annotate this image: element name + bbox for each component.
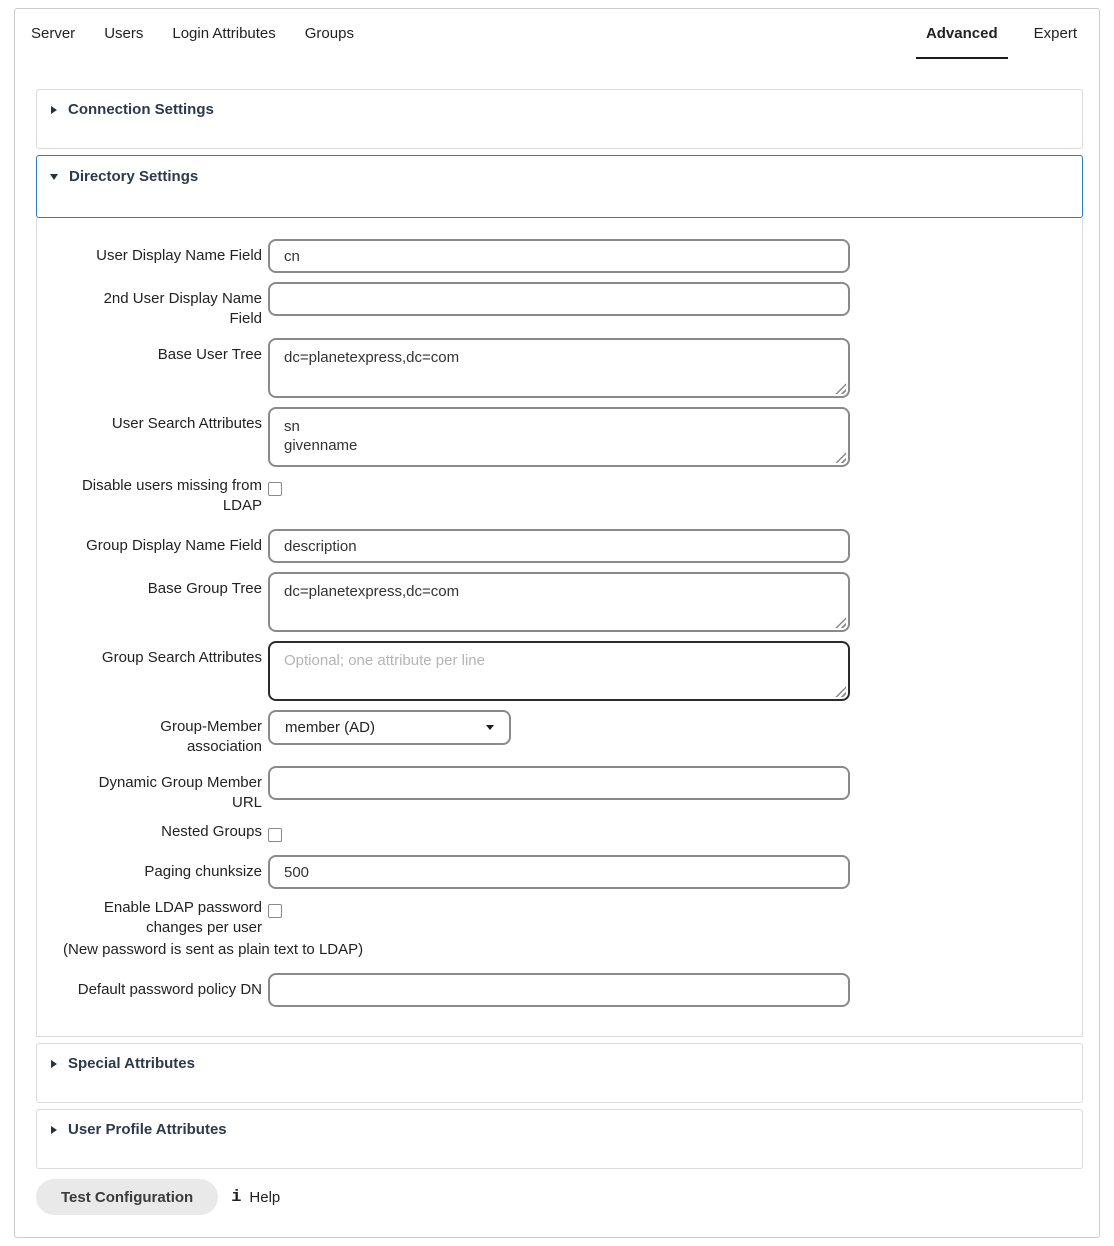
group-search-attributes-textarea[interactable] <box>268 641 850 701</box>
field-label: Nested Groups <box>161 823 262 840</box>
field-user-display-name <box>77 239 850 273</box>
special-attributes-header[interactable] <box>51 1054 1068 1074</box>
field-base-user-tree <box>77 338 850 398</box>
field-label: Disable users missing from LDAP <box>81 477 262 514</box>
footer-actions <box>36 1179 1083 1215</box>
section-user-profile-attributes <box>36 1109 1083 1169</box>
field-label: Group Display Name Field <box>86 537 262 554</box>
ldap-password-changes-checkbox[interactable] <box>268 904 282 918</box>
tab-login-attributes[interactable]: Login Attributes <box>172 25 276 42</box>
user-display-name-input[interactable] <box>268 239 850 273</box>
field-group-display-name <box>77 529 850 563</box>
field-label: User Display Name Field <box>96 247 262 264</box>
field-label: Group Search Attributes <box>101 649 262 666</box>
field-label: Enable LDAP password changes per user <box>103 899 262 936</box>
field-group-member-association <box>77 710 850 757</box>
chevron-down-icon <box>50 174 58 180</box>
directory-settings-body <box>36 218 1083 1037</box>
paging-chunksize-input[interactable] <box>268 855 850 889</box>
base-user-tree-textarea[interactable] <box>268 338 850 398</box>
test-configuration-button[interactable]: Test Configuration <box>36 1179 218 1215</box>
server-tabs <box>31 24 354 44</box>
tab-advanced[interactable]: Advanced <box>916 24 1008 59</box>
nested-groups-checkbox[interactable] <box>268 828 282 842</box>
field-label: Base Group Tree <box>147 580 262 597</box>
help-label: Help <box>249 1188 281 1206</box>
user-search-attributes-textarea[interactable] <box>268 407 850 467</box>
mode-tabs <box>916 24 1087 59</box>
info-icon: i <box>231 1187 242 1207</box>
chevron-right-icon <box>51 1060 57 1068</box>
section-special-attributes <box>36 1043 1083 1103</box>
field-paging-chunksize <box>77 855 850 889</box>
second-user-display-name-input[interactable] <box>268 282 850 316</box>
field-label: 2nd User Display Name Field <box>103 290 262 327</box>
field-group-search-attributes <box>77 641 850 701</box>
tab-groups[interactable]: Groups <box>304 25 354 42</box>
field-label: Paging chunksize <box>144 863 262 880</box>
field-ldap-password-changes <box>63 898 850 960</box>
section-connection-settings <box>36 89 1083 149</box>
field-nested-groups <box>77 822 850 842</box>
section-title: Special Attributes <box>68 1055 195 1072</box>
chevron-right-icon <box>51 1126 57 1134</box>
section-title: User Profile Attributes <box>68 1121 227 1138</box>
field-label: Dynamic Group Member URL <box>98 774 262 811</box>
user-profile-attributes-header[interactable] <box>51 1120 1068 1140</box>
field-2nd-user-display-name <box>77 282 850 329</box>
field-disable-missing-users <box>77 476 850 516</box>
tab-expert[interactable]: Expert <box>1033 25 1077 42</box>
password-plaintext-note: (New password is sent as plain text to LDAP) <box>63 941 364 958</box>
disable-missing-users-checkbox[interactable] <box>268 482 282 496</box>
section-title: Connection Settings <box>68 101 214 118</box>
directory-settings-header[interactable] <box>50 167 1069 187</box>
chevron-down-icon <box>486 725 494 730</box>
section-title: Directory Settings <box>69 168 199 185</box>
group-display-name-input[interactable] <box>268 529 850 563</box>
group-member-association-select[interactable] <box>268 710 511 745</box>
dynamic-group-member-url-input[interactable] <box>268 766 850 800</box>
chevron-right-icon <box>51 106 57 114</box>
field-dynamic-group-member-url <box>77 766 850 813</box>
tab-server[interactable]: Server <box>31 25 76 42</box>
tab-bars <box>15 9 1099 59</box>
field-default-password-policy-dn <box>77 973 850 1007</box>
field-base-group-tree <box>77 572 850 632</box>
section-directory-settings <box>36 155 1083 218</box>
default-password-policy-dn-input[interactable] <box>268 973 850 1007</box>
ldap-settings-card <box>14 8 1100 1238</box>
connection-settings-header[interactable] <box>51 100 1068 120</box>
field-label: User Search Attributes <box>111 415 262 432</box>
select-value: member (AD) <box>285 719 376 736</box>
field-label: Default password policy DN <box>77 981 262 998</box>
field-label: Group-Member association <box>160 718 262 755</box>
help-link[interactable] <box>231 1189 280 1206</box>
field-user-search-attributes <box>77 407 850 467</box>
tab-users[interactable]: Users <box>104 25 144 42</box>
base-group-tree-textarea[interactable] <box>268 572 850 632</box>
field-label: Base User Tree <box>157 346 262 363</box>
